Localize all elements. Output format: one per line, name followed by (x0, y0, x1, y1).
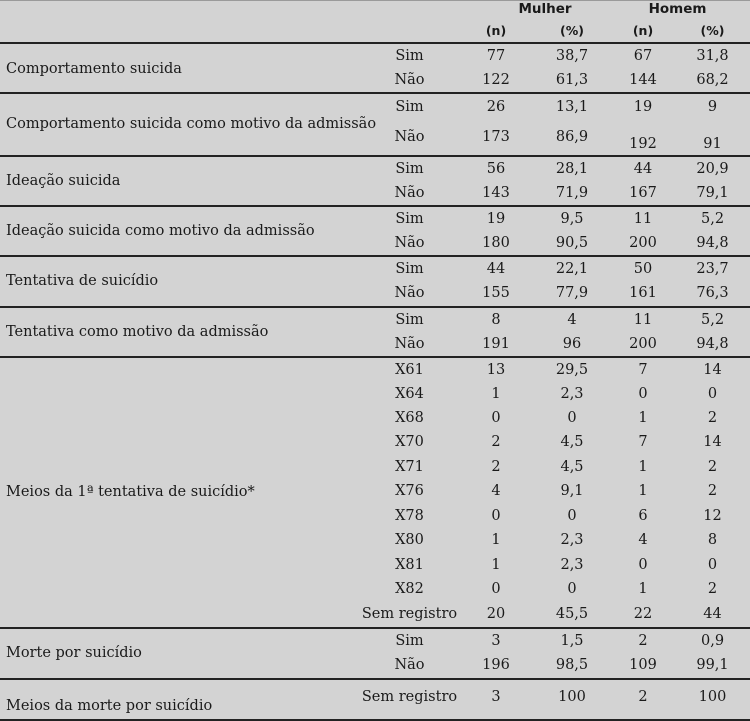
value-men-n: 1 (638, 409, 648, 426)
row-category-label: Tentativa como motivo da admissão (0, 307, 360, 357)
value-men-pct: 44 (703, 606, 722, 623)
value-women-pct: 28,1 (533, 156, 611, 181)
value-women-pct: 2,3 (560, 532, 584, 549)
row-category-label: Tentativa de suicídio (0, 256, 360, 307)
value-women-pct: 2,3 (560, 385, 584, 402)
value-women-pct: 96 (562, 335, 582, 352)
value-women-pct: 4,5 (560, 434, 584, 451)
value-women-n: 1 (491, 556, 501, 573)
value-men-pct: 0 (707, 556, 718, 573)
header-row-cols (0, 20, 750, 43)
value-women-n: 3 (459, 628, 533, 653)
value-men-pct: 0 (707, 385, 718, 402)
value-women-pct: 9,5 (533, 206, 611, 231)
row-category-label: Comportamento suicida (0, 43, 360, 93)
row-subcategory: Não (394, 285, 425, 302)
value-men-n: 0 (638, 556, 648, 573)
row-subcategory: X76 (395, 483, 424, 500)
value-women-n: 8 (459, 307, 533, 332)
value-women-n: 56 (459, 156, 533, 181)
value-men-pct: 2 (707, 483, 718, 500)
value-men-n: 1 (638, 483, 648, 500)
value-men-pct: 5,2 (675, 206, 750, 231)
value-men-n: 7 (638, 434, 648, 451)
value-men-n: 1 (638, 581, 648, 598)
value-men-n: 200 (629, 234, 657, 251)
value-women-n: 143 (482, 184, 510, 201)
value-men-pct: 20,9 (675, 156, 750, 181)
value-women-pct: 9,1 (560, 483, 584, 500)
header-men: Homem (648, 1, 707, 18)
row-category-label: Morte por suicídio (0, 628, 360, 679)
row-subcategory: X70 (395, 434, 424, 451)
row-subcategory: Não (394, 184, 425, 201)
value-men-n: 11 (611, 307, 675, 332)
row-subcategory: Não (394, 657, 425, 674)
value-men-n: 2 (611, 679, 675, 715)
value-men-pct: 99,1 (696, 657, 729, 674)
col-header-women-n: (n) (485, 22, 507, 38)
value-men-n: 22 (633, 606, 653, 623)
value-women-n: 191 (482, 335, 510, 352)
value-men-pct: 94,8 (696, 234, 729, 251)
row-subcategory: X61 (360, 357, 459, 382)
row-subcategory: X82 (395, 581, 424, 598)
value-women-n: 122 (482, 71, 510, 88)
row-subcategory: Não (394, 335, 425, 352)
row-subcategory: Sim (360, 93, 459, 120)
table-body (0, 43, 750, 715)
header-row-groups (0, 0, 750, 20)
value-men-n: 2 (611, 628, 675, 653)
value-women-n: 0 (491, 581, 501, 598)
row-subcategory: Sim (360, 256, 459, 281)
table-row (0, 628, 750, 653)
value-men-n: 7 (611, 357, 675, 382)
row-subcategory: Sem registro (360, 679, 459, 715)
value-women-n: 44 (459, 256, 533, 281)
top-rule (0, 0, 750, 1)
value-women-pct: 86,9 (555, 129, 589, 146)
value-men-pct: 23,7 (675, 256, 750, 281)
value-women-pct: 4 (533, 307, 611, 332)
value-men-pct: 8 (707, 532, 718, 549)
value-women-pct: 22,1 (533, 256, 611, 281)
value-women-pct: 0 (567, 409, 577, 426)
value-men-n: 167 (629, 184, 657, 201)
row-category-label: Meios da 1ª tentativa de suicídio* (0, 357, 360, 628)
table-row (0, 43, 750, 68)
value-men-n: 200 (629, 335, 657, 352)
value-women-pct: 45,5 (555, 606, 589, 623)
row-subcategory: X64 (395, 385, 424, 402)
value-men-pct: 9 (675, 93, 750, 120)
row-subcategory: X68 (395, 409, 424, 426)
value-men-pct: 2 (707, 458, 718, 475)
table-row (0, 206, 750, 231)
value-women-pct: 0 (567, 507, 577, 524)
value-men-pct: 5,2 (675, 307, 750, 332)
value-men-pct: 2 (707, 581, 718, 598)
value-men-pct: 91 (703, 135, 722, 152)
row-subcategory: Sim (360, 628, 459, 653)
table-row (0, 357, 750, 382)
value-men-n: 11 (611, 206, 675, 231)
row-subcategory: Sim (360, 156, 459, 181)
row-subcategory: Não (394, 234, 425, 251)
value-men-pct: 79,1 (696, 184, 729, 201)
value-men-n: 50 (611, 256, 675, 281)
value-women-n: 180 (482, 234, 510, 251)
value-men-n: 1 (638, 458, 648, 475)
value-women-n: 173 (482, 129, 510, 146)
row-subcategory: X81 (395, 556, 424, 573)
value-men-n: 6 (638, 507, 648, 524)
value-men-n: 109 (629, 657, 657, 674)
value-men-n: 144 (629, 71, 657, 88)
value-men-pct: 12 (703, 507, 722, 524)
value-women-pct: 98,5 (555, 657, 589, 674)
value-men-n: 192 (629, 135, 657, 152)
value-women-pct: 13,1 (533, 93, 611, 120)
value-men-n: 67 (611, 43, 675, 68)
value-women-pct: 0 (567, 581, 577, 598)
col-header-men-pct: (%) (700, 22, 725, 38)
row-category-label: Comportamento suicida como motivo da admissão (0, 93, 360, 156)
row-subcategory: Sim (360, 43, 459, 68)
value-men-pct: 94,8 (696, 335, 729, 352)
table-row (0, 156, 750, 181)
value-women-n: 155 (482, 285, 510, 302)
row-subcategory: Sim (360, 307, 459, 332)
value-women-pct: 29,5 (533, 357, 611, 382)
header-women: Mulher (518, 1, 572, 18)
value-men-pct: 0,9 (675, 628, 750, 653)
value-men-pct: 68,2 (696, 71, 729, 88)
row-subcategory: X71 (395, 458, 424, 475)
value-women-n: 196 (482, 657, 510, 674)
value-women-n: 0 (491, 409, 501, 426)
value-women-pct: 2,3 (560, 556, 584, 573)
value-men-pct: 76,3 (696, 285, 729, 302)
value-men-pct: 2 (707, 409, 718, 426)
table-row (0, 256, 750, 281)
value-men-pct: 31,8 (675, 43, 750, 68)
col-header-women-pct: (%) (560, 22, 584, 38)
row-subcategory: Sem registro (361, 606, 458, 623)
value-women-n: 2 (491, 434, 501, 451)
col-header-men-n: (n) (632, 22, 654, 38)
row-subcategory: X78 (395, 507, 424, 524)
value-women-n: 1 (491, 532, 501, 549)
table-row (0, 93, 750, 120)
value-men-n: 0 (638, 385, 648, 402)
row-category-label: Ideação suicida (0, 156, 360, 206)
value-men-pct: 14 (703, 434, 722, 451)
value-men-pct: 100 (675, 679, 750, 715)
value-women-n: 4 (491, 483, 501, 500)
value-men-n: 44 (611, 156, 675, 181)
value-women-n: 1 (491, 385, 501, 402)
value-women-pct: 71,9 (555, 184, 589, 201)
value-women-n: 20 (486, 606, 506, 623)
value-men-n: 161 (629, 285, 657, 302)
value-men-pct: 14 (675, 357, 750, 382)
table-row (0, 679, 750, 715)
value-women-n: 77 (459, 43, 533, 68)
row-subcategory: X80 (395, 532, 424, 549)
value-men-n: 4 (638, 532, 648, 549)
value-men-n: 19 (611, 93, 675, 120)
value-women-n: 0 (491, 507, 501, 524)
value-women-pct: 61,3 (555, 71, 589, 88)
value-women-n: 19 (459, 206, 533, 231)
row-category-label: Ideação suicida como motivo da admissão (0, 206, 360, 256)
value-women-n: 26 (459, 93, 533, 120)
value-women-pct: 38,7 (533, 43, 611, 68)
value-women-pct: 4,5 (560, 458, 584, 475)
value-women-n: 13 (459, 357, 533, 382)
table-row (0, 307, 750, 332)
value-women-pct: 77,9 (555, 285, 589, 302)
row-subcategory: Sim (360, 206, 459, 231)
value-women-n: 3 (459, 679, 533, 715)
value-women-pct: 100 (533, 679, 611, 715)
value-women-pct: 90,5 (555, 234, 589, 251)
value-women-n: 2 (491, 458, 501, 475)
row-subcategory: Não (394, 71, 425, 88)
row-subcategory: Não (394, 129, 425, 146)
value-women-pct: 1,5 (533, 628, 611, 653)
row-category-label: Meios da morte por suicídio (0, 679, 360, 715)
